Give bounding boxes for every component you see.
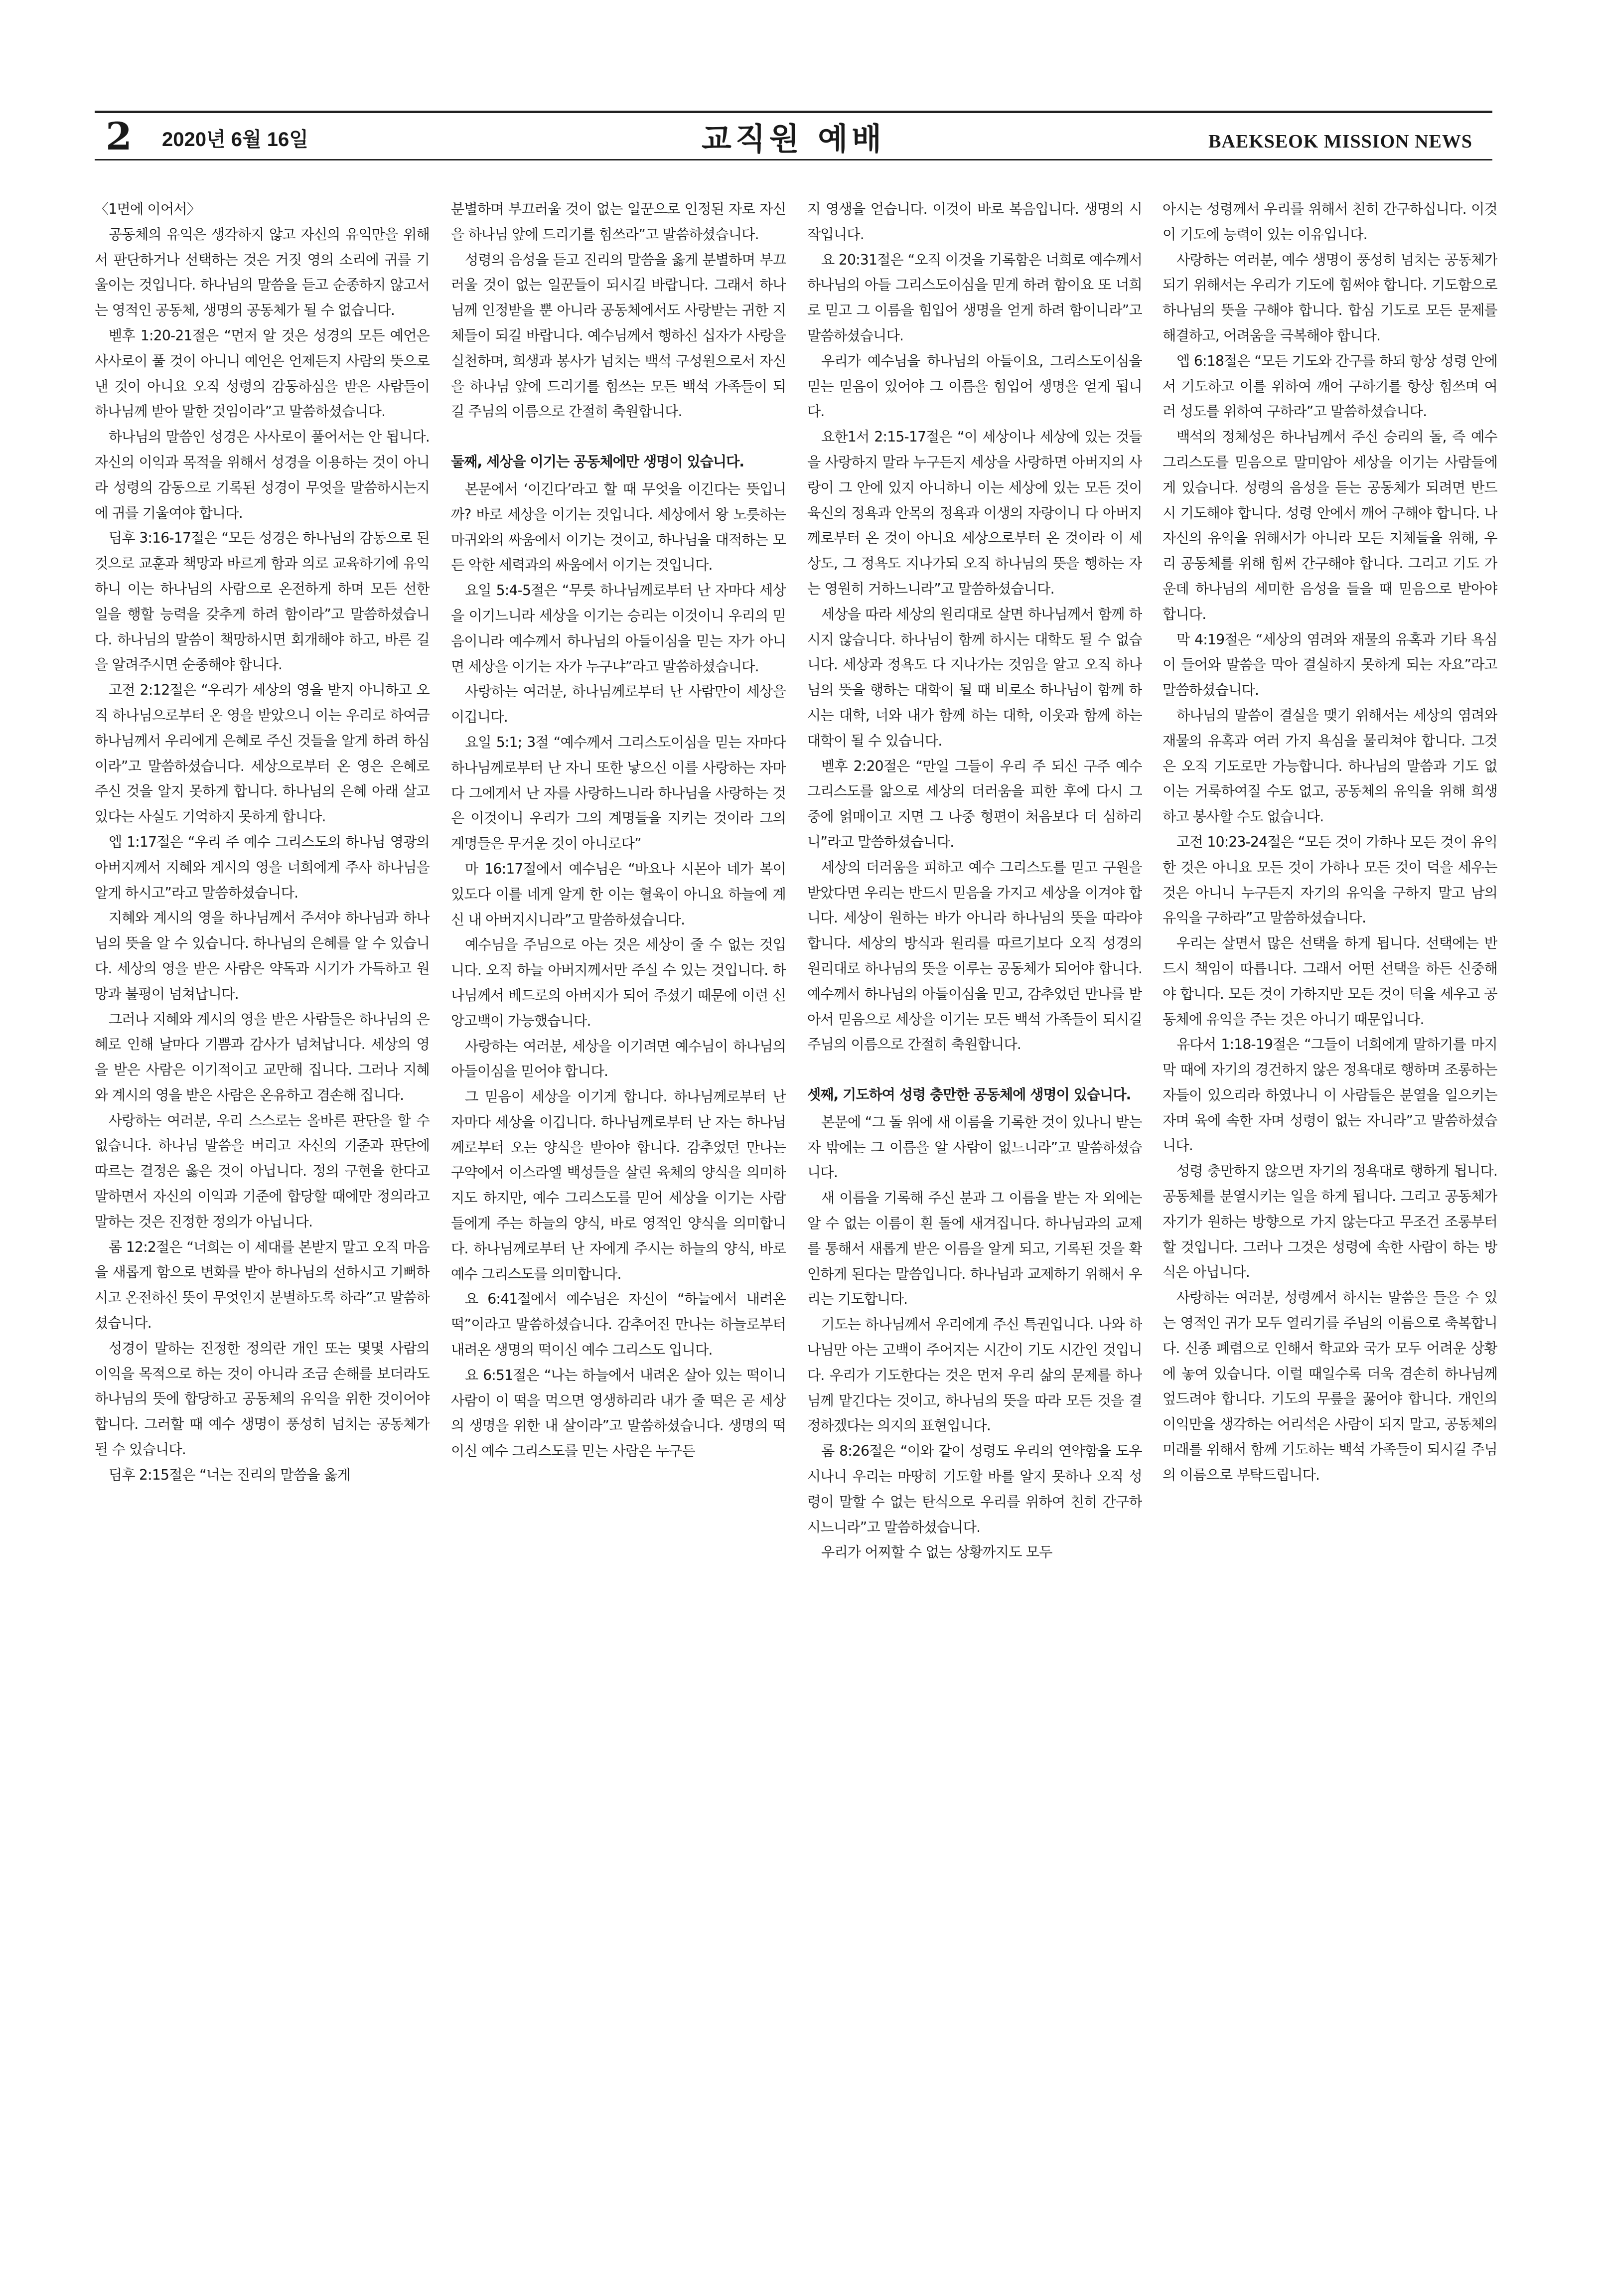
continued-note: 〈1면에 이어서〉: [95, 201, 201, 217]
paragraph: 유다서 1:18-19절은 “그들이 너희에게 말하기를 마지막 때에 자기의 경건하지 않은 정욕대로 행하며 조롱하는 자들이 있으리라 하였나니 이 사람들은 분열을 일으키는 자며 육에 속한 자며 성령이 없는 자니라”고 말씀하셨습니다.: [1163, 1036, 1497, 1154]
paragraph: 사랑하는 여러분, 하나님께로부터 난 사람만이 세상을 이깁니다.: [451, 683, 786, 726]
paragraph: 그 믿음이 세상을 이기게 합니다. 하나님께로부터 난 자마다 세상을 이깁니다. 하나님께로부터 난 자는 하나님께로부터 오는 양식을 받아야 합니다. 감추었던 만나는 구약에서 이스라엘 백성들을 살린 육체의 양식을 의미하지도 하지만, 예수 그리스도를 믿어 세상을 이기는 사람들에게 주는 하늘의 양식, 바로 영적인 양식을 의미합니다. 하나님께로부터 난 자에게 주시는 하늘의 양식, 바로 예수 그리스도를 의미합니다.: [451, 1088, 786, 1282]
paragraph: 기도는 하나님께서 우리에게 주신 특권입니다. 나와 하나님만 아는 고백이 주어지는 시간이 기도 시간인 것입니다. 우리가 기도한다는 것은 먼저 우리 삶의 문제를 하나님께 맡긴다는 것이고, 하나님의 뜻을 따라 모든 것을 결정하겠다는 의지의 표현입니다.: [807, 1316, 1142, 1434]
paragraph: 롬 12:2절은 “너희는 이 세대를 본받지 말고 오직 마음을 새롭게 함으로 변화를 받아 하나님의 선하시고 기뻐하시고 온전하신 뜻이 무엇인지 분별하도록 하라”고 말씀하셨습니다.: [95, 1238, 430, 1332]
page-number: 2: [106, 114, 132, 158]
paragraph: 벧후 2:20절은 “만일 그들이 우리 주 되신 구주 예수 그리스도를 앎으로 세상의 더러움을 피한 후에 다시 그 중에 얽매이고 지면 그 나중 형편이 처음보다 더 심하리니”라고 말씀하셨습니다.: [807, 758, 1142, 850]
publication-name: BAEKSEOK MISSION NEWS: [1208, 131, 1472, 152]
paragraph: 사랑하는 여러분, 세상을 이기려면 예수님이 하나님의 아들이심을 믿어야 합니다.: [451, 1038, 786, 1080]
paragraph: 사랑하는 여러분, 성령께서 하시는 말씀을 들을 수 있는 영적인 귀가 모두 열리기를 주님의 이름으로 축복합니다. 신종 폐렴으로 인해서 학교와 국가 모두 어려운 상황에 놓여 있습니다. 이럴 때일수록 더욱 겸손히 하나님께 엎드려야 합니다. 기도의 무릎을 꿇어야 합니다. 개인의 이익만을 생각하는 어리석은 사람이 되지 말고, 공동체의 미래를 위해서 함께 기도하는 백석 가족들이 되시길 주님의 이름으로 부탁드립니다.: [1163, 1289, 1497, 1483]
paragraph: 사랑하는 여러분, 예수 생명이 풍성히 넘치는 공동체가 되기 위해서는 우리가 기도에 힘써야 합니다. 기도함으로 하나님의 뜻을 구해야 합니다. 합심 기도로 모든 문제를 해결하고, 어려움을 극복해야 합니다.: [1163, 251, 1497, 344]
paragraph: 요일 5:1; 3절 “예수께서 그리스도이심을 믿는 자마다 하나님께로부터 난 자니 또한 낳으신 이를 사랑하는 자마다 그에게서 난 자를 사랑하느니라 하나님을 사랑하는 것은 이것이니 우리가 그의 계명들을 지키는 것이라 그의 계명들은 무거운 것이 아니로다”: [451, 734, 786, 852]
paragraph: 예수님을 주님으로 아는 것은 세상이 줄 수 없는 것입니다. 오직 하늘 아버지께서만 주실 수 있는 것입니다. 하나님께서 베드로의 아버지가 되어 주셨기 때문에 이런 신앙고백이 가능했습니다.: [451, 936, 786, 1029]
section-heading-3: 셋째, 기도하여 성령 충만한 공동체에 생명이 있습니다.: [807, 1086, 1131, 1103]
paragraph: 지혜와 계시의 영을 하나님께서 주셔야 하나님과 하나님의 뜻을 알 수 있습니다. 하나님의 은혜를 알 수 있습니다. 세상의 영을 받은 사람은 약독과 시기가 가득하고 원망과 불평이 넘쳐납니다.: [95, 910, 430, 1002]
paragraph: 성경이 말하는 진정한 정의란 개인 또는 몇몇 사람의 이익을 목적으로 하는 것이 아니라 조금 손해를 보더라도 하나님의 뜻에 합당하고 공동체의 유익을 위한 것이어야 합니다. 그러할 때 예수 생명이 풍성히 넘치는 공동체가 될 수 있습니다.: [95, 1340, 430, 1458]
article-column-2: [451, 197, 786, 2280]
paragraph: 고전 2:12절은 “우리가 세상의 영을 받지 아니하고 오직 하나님으로부터 온 영을 받았으니 이는 우리로 하여금 하나님께서 우리에게 은혜로 주신 것들을 알게 하려 하심이라”고 말씀하셨습니다. 세상으로부터 온 영은 은혜로 주신 것을 알지 못하게 합니다. 하나님의 은혜 아래 살고 있다는 사실도 기억하지 못하게 합니다.: [95, 682, 430, 825]
paragraph: 우리는 살면서 많은 선택을 하게 됩니다. 선택에는 반드시 책임이 따릅니다. 그래서 어떤 선택을 하든 신중해야 합니다. 모든 것이 가하지만 모든 것이 덕을 세우고 공동체에 유익을 주는 것은 아니기 때문입니다.: [1163, 935, 1497, 1028]
paragraph: 엡 6:18절은 “모든 기도와 간구를 하되 항상 성령 안에서 기도하고 이를 위하여 깨어 구하기를 항상 힘쓰며 여러 성도를 위하여 구하라”고 말씀하셨습니다.: [1163, 352, 1497, 420]
paragraph: 롬 8:26절은 “이와 같이 성령도 우리의 연약함을 도우시나니 우리는 마땅히 기도할 바를 알지 못하나 오직 성령이 말할 수 없는 탄식으로 우리를 위하여 친히 간구하시느니라”고 말씀하셨습니다.: [807, 1443, 1142, 1535]
article-column-4: [1163, 197, 1497, 2280]
paragraph: 세상의 더러움을 피하고 예수 그리스도를 믿고 구원을 받았다면 우리는 반드시 믿음을 가지고 세상을 이겨야 합니다. 세상이 원하는 바가 아니라 하나님의 뜻을 따라야 합니다. 세상의 방식과 원리를 따르기보다 오직 성경의 원리대로 하나님의 뜻을 이루는 공동체가 되어야 합니다. 예수께서 하나님의 아들이심을 믿고, 감추었던 만나를 받아서 믿음으로 세상을 이기는 모든 백석 가족들이 되시길 주님의 이름으로 간절히 축원합니다.: [807, 859, 1142, 1053]
paragraph: 지 영생을 얻습니다. 이것이 바로 복음입니다. 생명의 시작입니다.: [807, 201, 1142, 243]
paragraph: 요일 5:4-5절은 “무릇 하나님께로부터 난 자마다 세상을 이기느니라 세상을 이기는 승리는 이것이니 우리의 믿음이니라 예수께서 하나님의 아들이심을 믿는 자가 아니면 세상을 이기는 자가 누구냐”라고 말씀하셨습니다.: [451, 582, 786, 675]
article-column-3: [807, 197, 1142, 2280]
paragraph: 본문에 “그 돌 위에 새 이름을 기록한 것이 있나니 받는 자 밖에는 그 이름을 알 사람이 없느니라”고 말씀하셨습니다.: [807, 1113, 1142, 1181]
paragraph: 공동체의 유익은 생각하지 않고 자신의 유익만을 위해서 판단하거나 선택하는 것은 거짓 영의 소리에 귀를 기울이는 것입니다. 하나님의 말씀을 듣고 순종하지 않고서는 영적인 공동체, 생명의 공동체가 될 수 없습니다.: [95, 226, 430, 319]
paragraph: 벧후 1:20-21절은 “먼저 알 것은 성경의 모든 예언은 사사로이 풀 것이 아니니 예언은 언제든지 사람의 뜻으로 낸 것이 아니요 오직 성령의 감동하심을 받은 사람들이 하나님께 받아 말한 것임이라”고 말씀하셨습니다.: [95, 327, 430, 420]
paragraph: 하나님의 말씀인 성경은 사사로이 풀어서는 안 됩니다. 자신의 이익과 목적을 위해서 성경을 이용하는 것이 아니라 성령의 감동으로 기록된 성경이 무엇을 말씀하시는지에 귀를 기울여야 합니다.: [95, 429, 430, 521]
paragraph: 요 6:51절은 “나는 하늘에서 내려온 살아 있는 떡이니 사람이 이 떡을 먹으면 영생하리라 내가 줄 떡은 곧 세상의 생명을 위한 내 살이라”고 말씀하셨습니다. 생명의 떡이신 예수 그리스도를 믿는 사람은 누구든: [451, 1367, 786, 1460]
paragraph: 분별하며 부끄러울 것이 없는 일꾼으로 인정된 자로 자신을 하나님 앞에 드리기를 힘쓰라”고 말씀하셨습니다.: [451, 201, 786, 243]
paragraph: 우리가 예수님을 하나님의 아들이요, 그리스도이심을 믿는 믿음이 있어야 그 이름을 힘입어 생명을 얻게 됩니다.: [807, 352, 1142, 420]
paragraph: 새 이름을 기록해 주신 분과 그 이름을 받는 자 외에는 알 수 없는 이름이 흰 돌에 새겨집니다. 하나님과의 교제를 통해서 새롭게 받은 이름을 알게 되고, 기록된 것을 확인하게 된다는 말씀입니다. 하나님과 교제하기 위해서 우리는 기도합니다.: [807, 1190, 1142, 1308]
paragraph: 요 6:41절에서 예수님은 자신이 “하늘에서 내려온 떡”이라고 말씀하셨습니다. 감추어진 만나는 하늘로부터 내려온 생명의 떡이신 예수 그리스도 입니다.: [451, 1291, 786, 1359]
issue-date: 2020년 6월 16일: [162, 129, 308, 151]
paragraph: 요한1서 2:15-17절은 “이 세상이나 세상에 있는 것들을 사랑하지 말라 누구든지 세상을 사랑하면 아버지의 사랑이 그 안에 있지 아니하니 이는 세상에 있는 모든 것이 육신의 정욕과 안목의 정욕과 이생의 자랑이니 다 아버지께로부터 온 것이 아니요 세상으로부터 온 것이라 이 세상도, 그 정욕도 지나가되 오직 하나님의 뜻을 행하는 자는 영원히 거하느니라”고 말씀하셨습니다.: [807, 429, 1142, 597]
paragraph: 성령 충만하지 않으면 자기의 정욕대로 행하게 됩니다. 공동체를 분열시키는 일을 하게 됩니다. 그리고 공동체가 자기가 원하는 방향으로 가지 않는다고 무조건 조롱부터 할 것입니다. 그러나 그것은 성령에 속한 사람이 하는 방식은 아닙니다.: [1163, 1163, 1497, 1281]
paragraph: 백석의 정체성은 하나님께서 주신 승리의 돌, 즉 예수 그리스도를 믿음으로 말미암아 세상을 이기는 사람들에게 있습니다. 성령의 음성을 듣는 공동체가 되려면 반드시 기도해야 합니다. 성령 안에서 깨어 구해야 합니다. 나 자신의 유익을 위해서가 아니라 모든 지체들을 위해, 우리 공동체를 위해 힘써 간구해야 합니다. 그리고 기도 가운데 하나님의 세미한 음성을 들을 때 믿음으로 받아야 합니다.: [1163, 429, 1497, 622]
paragraph: 성령의 음성을 듣고 진리의 말씀을 옳게 분별하며 부끄러울 것이 없는 일꾼들이 되시길 바랍니다. 그래서 하나님께 인정받을 뿐 아니라 공동체에서도 사랑받는 귀한 지체들이 되길 바랍니다. 예수님께서 행하신 십자가 사랑을 실천하며, 희생과 봉사가 넘치는 백석 구성원으로서 자신을 하나님 앞에 드리기를 힘쓰는 모든 백석 가족들이 되길 주님의 이름으로 간절히 축원합니다.: [451, 251, 786, 420]
page-header: [95, 111, 1492, 160]
paragraph: 딤후 3:16-17절은 “모든 성경은 하나님의 감동으로 된 것으로 교훈과 책망과 바르게 함과 의로 교육하기에 유익하니 이는 하나님의 사람으로 온전하게 하며 모든 선한 일을 행할 능력을 갖추게 하려 함이라”고 말씀하셨습니다. 하나님의 말씀이 책망하시면 회개해야 하고, 바른 길을 알려주시면 순종해야 합니다.: [95, 530, 430, 673]
header-bottom-rule: [95, 159, 1492, 160]
header-top-rule: [95, 111, 1492, 113]
paragraph: 마 16:17절에서 예수님은 “바요나 시몬아 네가 복이 있도다 이를 네게 알게 한 이는 혈육이 아니요 하늘에 계신 내 아버지시니라”고 말씀하셨습니다.: [451, 860, 786, 928]
paragraph: 엡 1:17절은 “우리 주 예수 그리스도의 하나님 영광의 아버지께서 지혜와 계시의 영을 너희에게 주사 하나님을 알게 하시고”라고 말씀하셨습니다.: [95, 833, 430, 901]
paragraph: 요 20:31절은 “오직 이것을 기록함은 너희로 예수께서 하나님의 아들 그리스도이심을 믿게 하려 함이요 또 너희로 믿고 그 이름을 힘입어 생명을 얻게 하려 함이니라”고 말씀하셨습니다.: [807, 251, 1142, 344]
article-column-1: [95, 197, 430, 2280]
paragraph: 그러나 지혜와 계시의 영을 받은 사람들은 하나님의 은혜로 인해 날마다 기쁨과 감사가 넘쳐납니다. 세상의 영을 받은 사람은 이기적이고 교만해 집니다. 그러나 지혜와 계시의 영을 받은 사람은 온유하고 겸손해 집니다.: [95, 1011, 430, 1103]
paragraph: 막 4:19절은 “세상의 염려와 재물의 유혹과 기타 욕심이 들어와 말씀을 막아 결실하지 못하게 되는 자요”라고 말씀하셨습니다.: [1163, 631, 1497, 699]
paragraph: 세상을 따라 세상의 원리대로 살면 하나님께서 함께 하시지 않습니다. 하나님이 함께 하시는 대학도 될 수 없습니다. 세상과 정욕도 다 지나가는 것임을 알고 오직 하나님의 뜻을 행하는 대학이 될 때 비로소 하나님이 함께 하시는 대학, 너와 내가 함께 하는 대학, 이웃과 함께 하는 대학이 될 수 있습니다.: [807, 606, 1142, 749]
paragraph: 본문에서 ‘이긴다’라고 할 때 무엇을 이긴다는 뜻입니까? 바로 세상을 이기는 것입니다. 세상에서 왕 노릇하는 마귀와의 싸움에서 이기는 것이고, 하나님을 대적하는 모든 악한 세력과의 싸움에서 이기는 것입니다.: [451, 480, 786, 574]
paragraph: 아시는 성령께서 우리를 위해서 친히 간구하십니다. 이것이 기도에 능력이 있는 이유입니다.: [1163, 201, 1497, 243]
paragraph: 우리가 어찌할 수 없는 상황까지도 모두: [821, 1544, 1052, 1561]
paragraph: 딤후 2:15절은 “너는 진리의 말씀을 옳게: [109, 1466, 350, 1483]
paragraph: 사랑하는 여러분, 우리 스스로는 올바른 판단을 할 수 없습니다. 하나님 말씀을 버리고 자신의 기준과 판단에 따르는 결정은 옳은 것이 아닙니다. 정의 구현을 한다고 말하면서 자신의 이익과 기준에 합당할 때에만 정의라고 말하는 것은 진정한 정의가 아닙니다.: [95, 1112, 430, 1230]
section-heading-2: 둘째, 세상을 이기는 공동체에만 생명이 있습니다.: [451, 454, 744, 470]
section-title: 교직원 예배: [701, 121, 886, 157]
paragraph: 고전 10:23-24절은 “모든 것이 가하나 모든 것이 유익한 것은 아니요 모든 것이 가하나 모든 것이 덕을 세우는 것은 아니니 누구든지 자기의 유익을 구하지 말고 남의 유익을 구하라”고 말씀하셨습니다.: [1163, 833, 1497, 926]
paragraph: 하나님의 말씀이 결실을 맺기 위해서는 세상의 염려와 재물의 유혹과 여러 가지 욕심을 물리쳐야 합니다. 그것은 오직 기도로만 가능합니다. 하나님의 말씀과 기도 없이는 거룩하여질 수도 없고, 공동체의 유익을 위해 희생하고 봉사할 수도 없습니다.: [1163, 707, 1497, 825]
